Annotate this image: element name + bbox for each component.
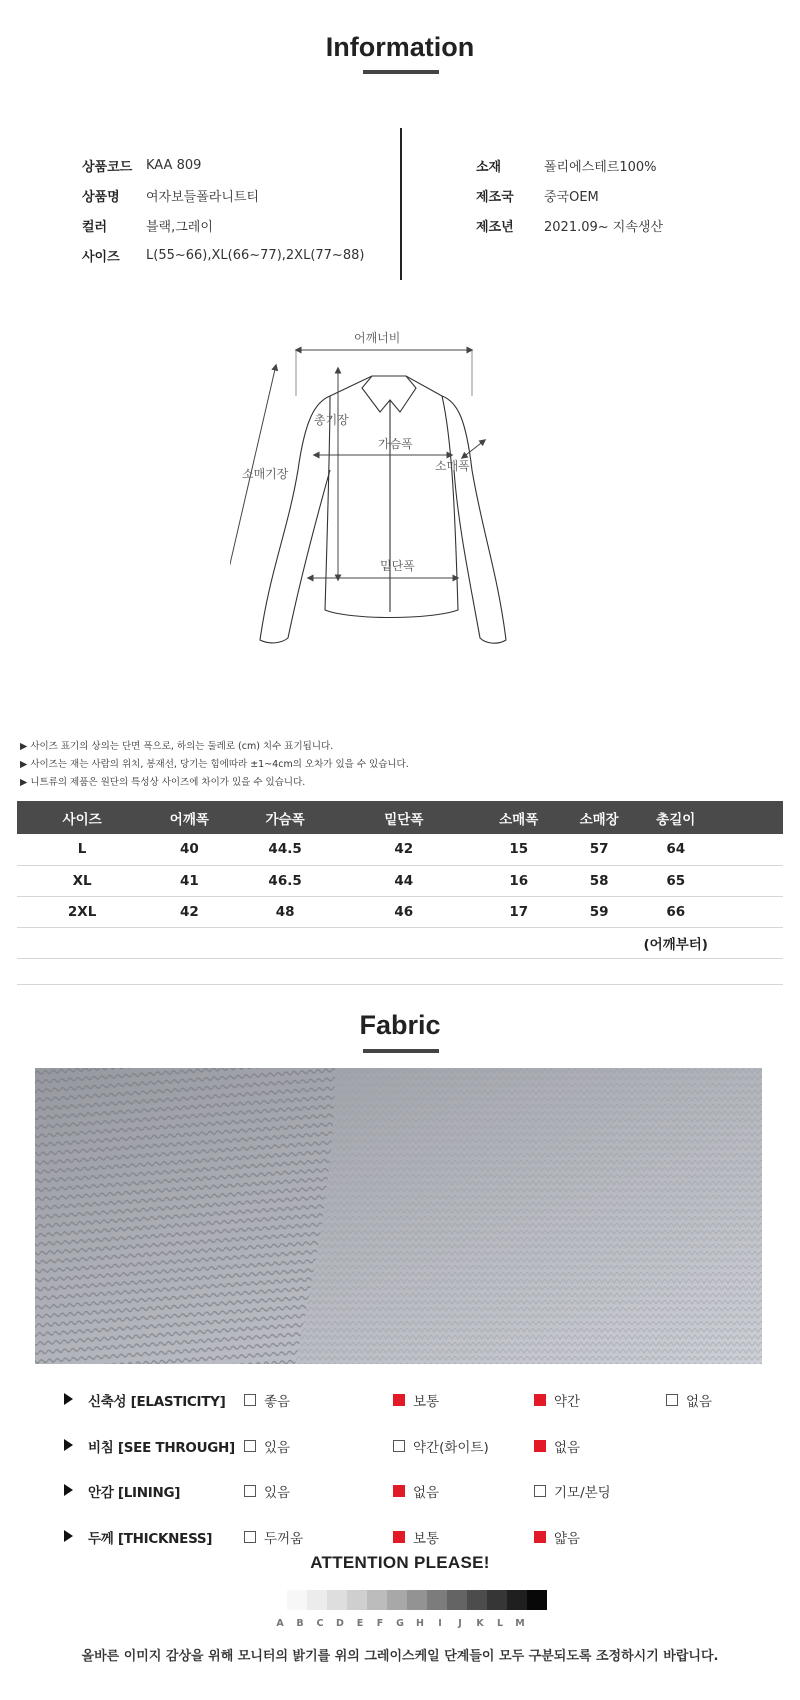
table-row [17,865,783,896]
table-cell-spacer [722,834,783,865]
option-label: 약간(화이트) [413,1440,489,1456]
checkbox-checked-icon [393,1394,405,1406]
header-cell: 소매폭 [469,801,569,834]
header-spacer [722,801,783,834]
grayscale-label: B [296,1618,304,1629]
header-cell: 사이즈 [17,801,147,834]
grayscale-label: D [336,1618,344,1629]
option-none [393,1481,439,1501]
play-arrow-icon [64,1393,73,1405]
note-item: ▶ 사이즈는 재는 사람의 위치, 봉재선, 당기는 힘에따라 ±1~4cm의 오차가 있을 수 있습니다. [20,759,409,770]
table-cell: 64 [630,834,722,865]
table-cell: 48 [231,896,338,927]
grayscale-label: L [496,1618,504,1629]
checkbox-icon [244,1394,256,1406]
table-row [17,834,783,865]
checkbox-icon [244,1440,256,1452]
header-cell: 가슴폭 [231,801,338,834]
table-cell: 46.5 [231,865,338,896]
info-value: 여자보들폴라니트티 [146,189,260,205]
table-cell-spacer [722,896,783,927]
table-cell: 44 [339,865,469,896]
grayscale-label: G [396,1618,404,1629]
label-chest: 가슴폭 [378,437,413,451]
attention-title: ATTENTION PLEASE! [310,1553,490,1572]
option-slight [534,1390,580,1410]
fabric-title-underline [363,1049,439,1053]
option-label: 없음 [413,1485,440,1501]
grayscale-swatch [527,1590,547,1610]
grayscale-label: C [316,1618,324,1629]
grayscale-swatch [347,1590,367,1610]
checkbox-icon [666,1394,678,1406]
checkbox-icon [534,1485,546,1497]
product-info-right [476,150,663,240]
grayscale-label: M [515,1618,525,1629]
header-cell: 소매장 [569,801,630,834]
info-row-year [476,210,663,240]
option-none [534,1436,580,1456]
note-item: ▶ 니트류의 제품은 원단의 특성상 사이즈에 차이가 있을 수 있습니다. [20,777,306,788]
table-cell: 66 [630,896,722,927]
info-row-code [82,150,364,180]
table-cell: 15 [469,834,569,865]
information-title: Information [325,32,475,62]
table-footnote: (어깨부터) [630,927,722,958]
label-hem: 밑단폭 [380,559,415,573]
table-footnote-row [17,927,783,958]
property-label: 비침 [SEE THROUGH] [88,1440,235,1456]
label-shoulder: 어깨너비 [354,331,401,345]
info-key: 제조국 [476,189,514,205]
info-key: 소재 [476,159,502,175]
option-thin [534,1527,580,1547]
table-cell: 16 [469,865,569,896]
table-cell: L [17,834,147,865]
grayscale-label: K [476,1618,484,1629]
grayscale-label: A [276,1618,284,1629]
info-row-name [82,180,364,210]
option-yes [244,1481,290,1501]
info-value: 폴리에스테르100% [544,159,657,175]
info-row-color [82,210,364,240]
table-cell: 44.5 [231,834,338,865]
option-label: 없음 [686,1394,713,1410]
table-cell: 42 [339,834,469,865]
option-label: 기모/본딩 [554,1485,611,1501]
table-cell: 65 [630,865,722,896]
table-cell: 46 [339,896,469,927]
info-key: 제조년 [476,219,514,235]
info-divider [400,128,402,280]
label-sleeve-length: 소매기장 [242,467,289,481]
label-length: 총기장 [314,413,349,427]
garment-measurement-diagram [230,320,570,660]
table-header-row [17,801,783,834]
header-cell: 밑단폭 [339,801,469,834]
info-key: 컬러 [82,219,108,235]
property-elasticity [60,1388,760,1410]
size-table [17,801,783,959]
grayscale-strip [287,1590,547,1610]
info-row-country [476,180,663,210]
option-label: 좋음 [264,1394,291,1410]
play-arrow-icon [64,1484,73,1496]
option-label: 있음 [264,1440,291,1456]
checkbox-checked-icon [534,1440,546,1452]
grayscale-swatch [447,1590,467,1610]
grayscale-swatch [367,1590,387,1610]
option-label: 보통 [413,1531,440,1547]
info-row-material [476,150,663,180]
header-cell: 어깨폭 [147,801,231,834]
grayscale-swatch [387,1590,407,1610]
checkbox-icon [393,1440,405,1452]
info-key: 사이즈 [82,249,120,265]
grayscale-label: F [376,1618,384,1629]
property-label: 신축성 [ELASTICITY] [88,1394,226,1410]
size-notes [20,738,409,792]
table-cell: 41 [147,865,231,896]
info-row-size [82,240,364,270]
checkbox-checked-icon [393,1485,405,1497]
table-cell: 58 [569,865,630,896]
property-lining [60,1479,760,1501]
option-none [666,1390,712,1410]
sleeve-width-arrow [462,440,485,458]
table-cell: 40 [147,834,231,865]
property-thickness [60,1525,760,1547]
header-cell: 총길이 [630,801,722,834]
table-cell-spacer [722,865,783,896]
property-label: 두께 [THICKNESS] [88,1531,213,1547]
information-title-underline [363,70,439,74]
grayscale-swatch [287,1590,307,1610]
option-normal [393,1390,439,1410]
monitor-brightness-message: 올바른 이미지 감상을 위해 모니터의 밝기를 위의 그레이스케일 단계들이 모두 구분되도록 조정하시기 바랍니다. [81,1649,719,1664]
table-cell: XL [17,865,147,896]
grayscale-label: J [458,1618,462,1629]
info-key: 상품코드 [82,159,133,175]
checkbox-checked-icon [534,1394,546,1406]
play-arrow-icon [64,1530,73,1542]
option-slight-white [393,1436,489,1456]
fabric-texture-image [35,1068,762,1364]
table-cell-spacer [722,927,783,958]
grayscale-swatch [327,1590,347,1610]
checkbox-checked-icon [534,1531,546,1543]
label-sleeve-width: 소매폭 [435,459,470,473]
play-arrow-icon [64,1439,73,1451]
note-item: ▶ 사이즈 표기의 상의는 단면 폭으로, 하의는 둘레로 (cm) 치수 표기됩니다. [20,741,334,752]
grayscale-swatch [487,1590,507,1610]
grayscale-swatch [427,1590,447,1610]
knit-texture-svg [35,1068,762,1364]
option-brushed-bonding [534,1481,611,1501]
grayscale-swatch [467,1590,487,1610]
table-cell: 42 [147,896,231,927]
info-value: 2021.09~ 지속생산 [544,219,664,235]
grayscale-label: H [416,1618,424,1629]
option-label: 보통 [413,1394,440,1410]
table-cell-empty [17,927,630,958]
property-label: 안감 [LINING] [88,1485,181,1501]
checkbox-icon [244,1531,256,1543]
property-see-through [60,1434,760,1456]
info-key: 상품명 [82,189,120,205]
table-cell: 17 [469,896,569,927]
grayscale-swatch [407,1590,427,1610]
option-label: 두꺼움 [264,1531,304,1547]
product-info-left [82,150,364,270]
option-label: 없음 [554,1440,581,1456]
grayscale-label: E [356,1618,364,1629]
grayscale-swatch [507,1590,527,1610]
option-label: 얇음 [554,1531,581,1547]
option-good [244,1390,290,1410]
info-value: KAA 809 [146,157,202,173]
option-yes [244,1436,290,1456]
shirt-outline-svg [230,320,570,660]
fabric-title: Fabric [359,1010,441,1040]
checkbox-icon [244,1485,256,1497]
grayscale-labels [270,1618,530,1629]
info-value: L(55~66),XL(66~77),2XL(77~88) [146,247,365,263]
option-thick [244,1527,303,1547]
option-normal [393,1527,439,1547]
info-value: 중국OEM [544,189,599,205]
table-cell: 59 [569,896,630,927]
table-row [17,896,783,927]
grayscale-swatch [307,1590,327,1610]
section-divider [17,984,783,985]
checkbox-checked-icon [393,1531,405,1543]
table-cell: 57 [569,834,630,865]
option-label: 약간 [554,1394,581,1410]
table-cell: 2XL [17,896,147,927]
grayscale-label: I [438,1618,442,1629]
option-label: 있음 [264,1485,291,1501]
info-value: 블랙,그레이 [146,219,213,235]
